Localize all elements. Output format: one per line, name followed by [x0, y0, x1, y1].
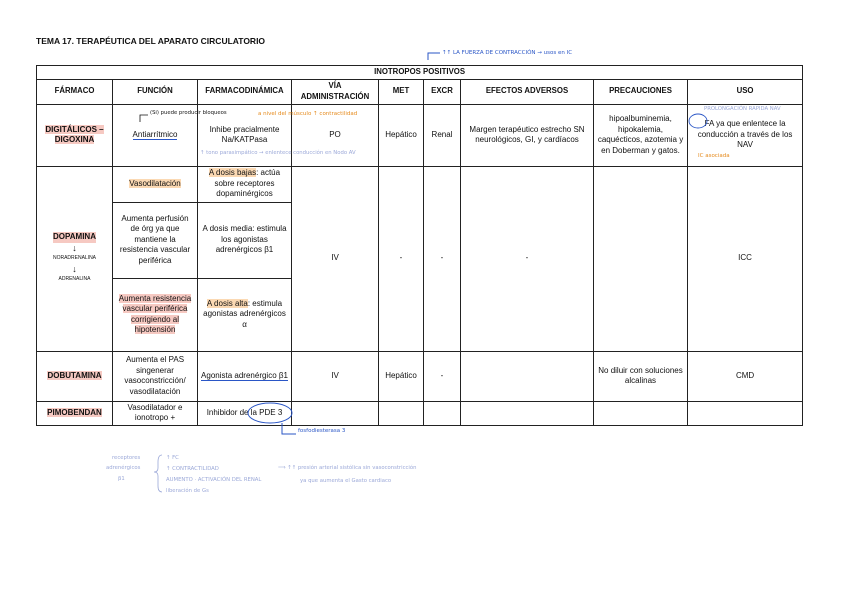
- cell-farmaco: Agonista adrenérgico β1: [198, 351, 292, 401]
- drug-name-pimobendan: PIMOBENDAN: [37, 401, 113, 425]
- table-row: [37, 351, 803, 401]
- cell-excr: Renal: [424, 104, 461, 166]
- cell-excr: -: [424, 166, 461, 351]
- annotation-note: ya que aumenta el Gasto cardiaco: [300, 478, 392, 484]
- header-via: VÍA ADMINISTRACIÓN: [292, 79, 379, 104]
- drug-table: [36, 65, 803, 426]
- cell-farmaco: Inhibe pracialmente Na/KATPasa: [198, 104, 292, 166]
- header-farmacodinamica: FARMACODINÁMICA: [198, 79, 292, 104]
- arrow-down-icon: ↓: [72, 263, 77, 274]
- header-met: MET: [379, 79, 424, 104]
- section-header: INOTROPOS POSITIVOS: [37, 66, 803, 80]
- annotation-note: adrenérgicos: [106, 465, 141, 471]
- annotation-note: PROLONGACIÓN RAPIDA NAV: [704, 106, 781, 112]
- annotation-note: ⟹ ↑↑ presión arterial sistólica sin vasoconstricción: [278, 465, 417, 471]
- drug-name-dobutamina: DOBUTAMINA: [37, 351, 113, 401]
- header-uso: USO: [688, 79, 803, 104]
- table-row: [37, 166, 803, 202]
- page-title: TEMA 17. TERAPÉUTICA DEL APARATO CIRCULATORIO: [36, 36, 266, 46]
- annotation-note: receptores: [112, 455, 141, 461]
- annotation-note: a nivel del músculo ↑ contractilidad: [258, 111, 358, 117]
- annotation-note: ↑↑ LA FUERZA DE CONTRACCIÓN → usos en IC: [442, 50, 573, 56]
- table-row: [37, 401, 803, 425]
- header-farmaco: FÁRMACO: [37, 79, 113, 104]
- annotation-note: IC asociada: [698, 153, 730, 159]
- annotation-note: AUMENTO · ACTIVACIÓN DEL RENAL: [166, 477, 262, 483]
- cell-empty: [379, 401, 424, 425]
- annotation-note: ↑ CONTRACTILIDAD: [166, 466, 219, 472]
- annotation-note: ↑ tono parasimpático → enlentece conducción en Nodo AV: [200, 150, 356, 156]
- cell-funcion: Aumenta el PAS singenerar vasoconstricción/ vasodilatación: [113, 351, 198, 401]
- cell-precauciones: hipoalbuminemia, hipokalemia, caquécticos, azotemia y en Doberman y gatos.: [594, 104, 688, 166]
- cell-empty: [688, 401, 803, 425]
- annotation-note: fosfodiesterasa 3: [298, 428, 346, 434]
- cell-empty: [461, 401, 594, 425]
- cell-farmaco: Inhibidor de la PDE 3: [198, 401, 292, 425]
- cell-uso: ICC: [688, 166, 803, 351]
- cell-farmaco: A dosis bajas: actúa sobre receptores dopaminérgicos: [198, 166, 292, 202]
- cell-met: Hepático: [379, 104, 424, 166]
- arrow-down-icon: ↓: [72, 242, 77, 253]
- cell-farmaco: A dosis alta: estimula agonistas adrenérgicos α: [198, 278, 292, 351]
- cell-uso: CMD: [688, 351, 803, 401]
- header-excr: EXCR: [424, 79, 461, 104]
- header-funcion: FUNCIÓN: [113, 79, 198, 104]
- cell-met: Hepático: [379, 351, 424, 401]
- cell-empty: [594, 401, 688, 425]
- cell-empty: [424, 401, 461, 425]
- cell-uso: FA ya que enlentece la conducción a través de los NAV: [688, 104, 803, 166]
- annotation-note: ↑ FC: [166, 455, 179, 461]
- annotation-note: (Si) puede producir bloqueos: [150, 110, 227, 116]
- cell-funcion: Aumenta resistencia vascular periférica corrigiendo al hipotensión: [113, 278, 198, 351]
- cell-efectos: -: [461, 166, 594, 351]
- cell-precauciones: [594, 166, 688, 351]
- cell-empty: [292, 401, 379, 425]
- header-efectos: EFECTOS ADVERSOS: [461, 79, 594, 104]
- cell-efectos: [461, 351, 594, 401]
- cell-funcion: Aumenta perfusión de órg ya que mantiene la resistencia vascular periférica: [113, 202, 198, 278]
- cell-efectos: Margen terapéutico estrecho SN neurológicos, GI, y cardíacos: [461, 104, 594, 166]
- header-precauciones: PRECAUCIONES: [594, 79, 688, 104]
- drug-name-dopamina: DOPAMINA ↓ NORADRENALINA ↓ ADRENALINA: [37, 166, 113, 351]
- cell-met: -: [379, 166, 424, 351]
- cell-via: PO: [292, 104, 379, 166]
- cell-farmaco: A dosis media: estimula los agonistas adrenérgicos β1: [198, 202, 292, 278]
- cell-via: IV: [292, 166, 379, 351]
- annotation-note: β1: [118, 476, 125, 482]
- cell-funcion: Antiarrítmico: [113, 104, 198, 166]
- cell-via: IV: [292, 351, 379, 401]
- drug-name-digoxina: DIGITÁLICOS – DIGOXINA: [37, 104, 113, 166]
- cell-funcion: Vasodilatación: [113, 166, 198, 202]
- cell-funcion: Vasodilatador e ionotropo +: [113, 401, 198, 425]
- annotation-note: liberación de Gs: [166, 488, 209, 494]
- cell-precauciones: No diluir con soluciones alcalinas: [594, 351, 688, 401]
- cell-excr: -: [424, 351, 461, 401]
